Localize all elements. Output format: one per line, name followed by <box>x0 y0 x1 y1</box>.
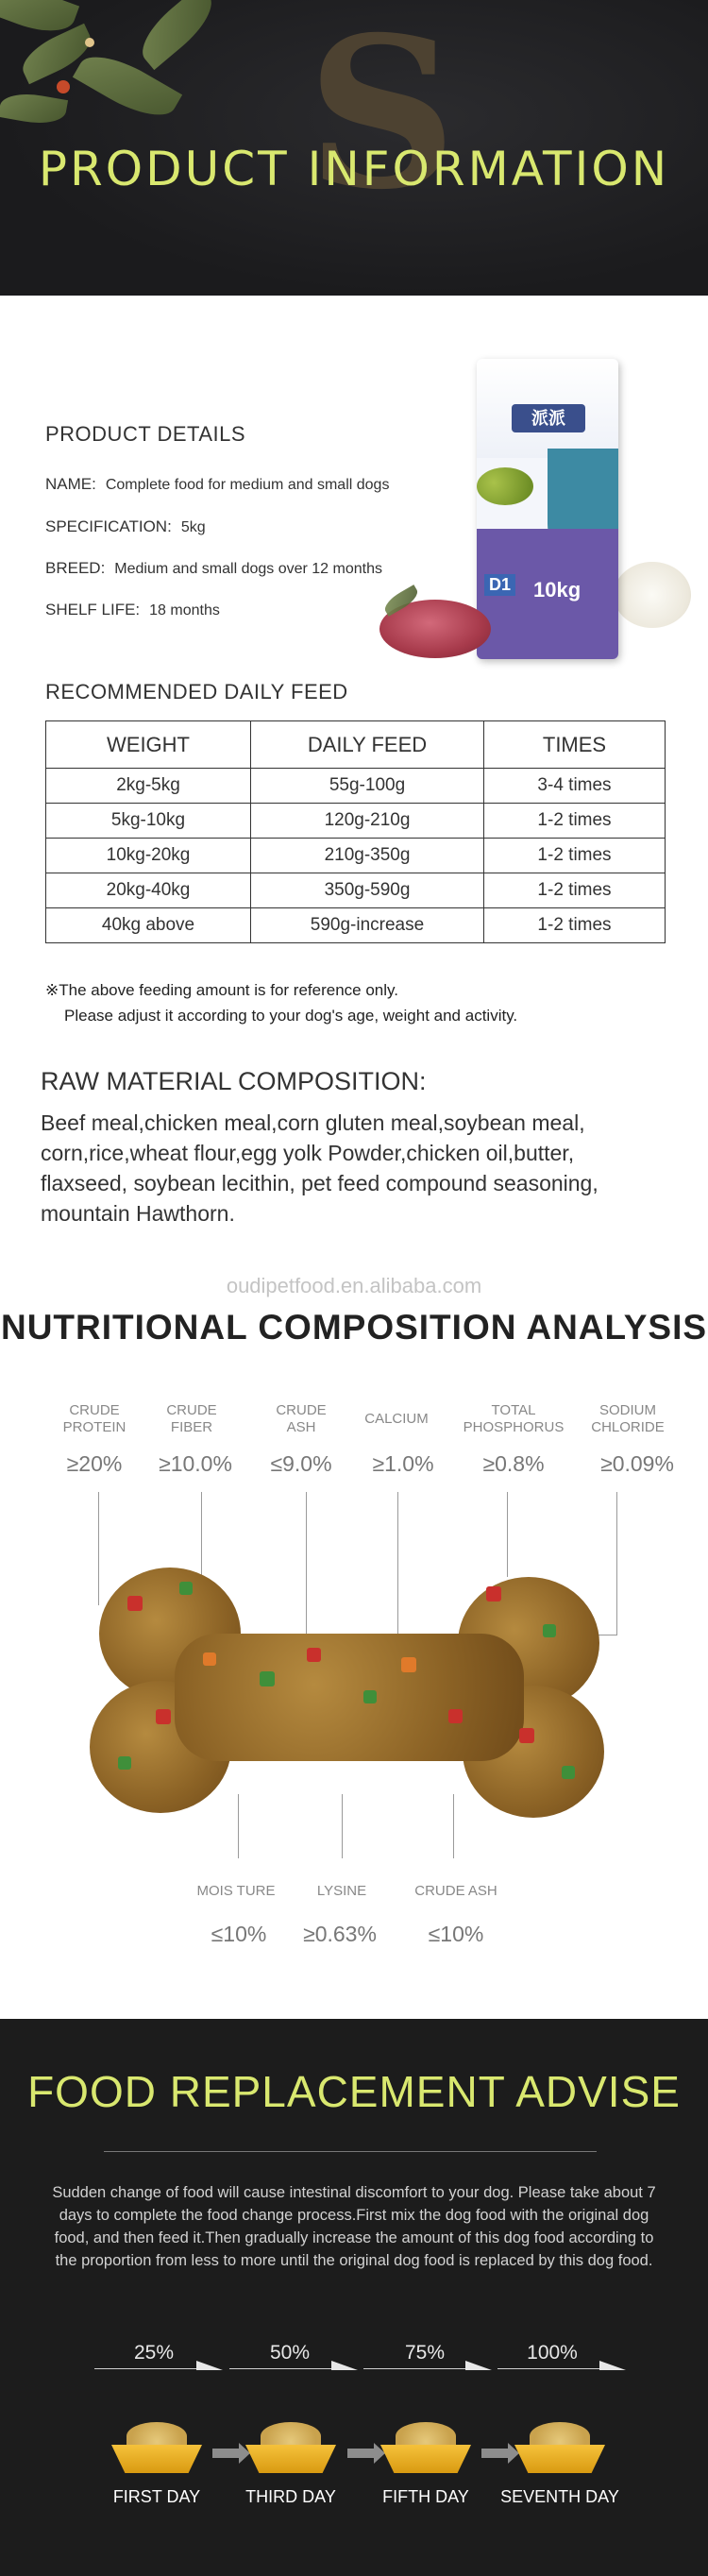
column-header: WEIGHT <box>46 721 251 769</box>
table-cell: 590g-increase <box>251 908 484 943</box>
progress-line <box>497 2368 609 2369</box>
nutrient-value: ≥0.63% <box>303 1922 377 1946</box>
daily-feed-heading: RECOMMENDED DAILY FEED <box>45 680 348 703</box>
nutrient-label: CALCIUM <box>364 1411 429 1427</box>
package-badge: D1 <box>484 574 515 596</box>
nutrient-label: CRUDE PROTEIN <box>62 1402 126 1435</box>
food-replacement-text: Sudden change of food will cause intestinal discomfort to your dog. Please take about 7 days to complete the food change process.First mix the dog food with the original dog food, and then feed it.Then gradually increase the amount of this dog food according to the proportion from less to more until the original dog food is replaced by this dog food. <box>52 2184 656 2269</box>
soybean-image <box>477 467 533 505</box>
table-cell: 2kg-5kg <box>46 769 251 804</box>
arrow-icon <box>196 2361 223 2370</box>
table-cell: 350g-590g <box>251 873 484 908</box>
table-cell: 55g-100g <box>251 769 484 804</box>
table-header-row <box>46 721 666 769</box>
nutrient-value: ≤10% <box>428 1922 484 1946</box>
feeding-note <box>45 977 517 1028</box>
table-cell: 210g-350g <box>251 839 484 873</box>
feeding-note-line: Please adjust it according to your dog's age, weight and activity. <box>64 1007 518 1025</box>
leader-line <box>342 1794 343 1858</box>
table-row <box>46 804 666 839</box>
nutrient-value: ≤10% <box>211 1922 267 1946</box>
spice-image <box>85 38 94 47</box>
table-cell: 1-2 times <box>484 839 666 873</box>
detail-key: BREED: <box>45 559 106 577</box>
step-day: FIRST DAY <box>112 2487 201 2506</box>
food-bowl-icon <box>245 2422 336 2477</box>
table-cell: 40kg above <box>46 908 251 943</box>
package-logo: 派派 <box>512 404 585 432</box>
spice-image <box>57 80 70 93</box>
table-cell: 1-2 times <box>484 873 666 908</box>
table-cell: 5kg-10kg <box>46 804 251 839</box>
detail-value: Medium and small dogs over 12 months <box>114 561 382 577</box>
nutrient-value: ≥0.09% <box>600 1451 674 1476</box>
nutrition-heading: NUTRITIONAL COMPOSITION ANALYSIS <box>0 1308 708 1347</box>
progress-line <box>229 2368 341 2369</box>
nutrient-label: MOIS TURE <box>196 1883 276 1899</box>
raw-material-heading: RAW MATERIAL COMPOSITION: <box>41 1067 427 1095</box>
leader-line <box>238 1794 239 1858</box>
divider <box>104 2151 597 2152</box>
leader-line <box>453 1794 454 1858</box>
step-day: THIRD DAY <box>245 2487 336 2506</box>
detail-row-breed <box>45 559 382 578</box>
table-cell: 1-2 times <box>484 804 666 839</box>
nutrient-label: TOTAL PHOSPHORUS <box>463 1402 565 1435</box>
banner-big-letter: S <box>307 0 457 235</box>
column-header: TIMES <box>484 721 666 769</box>
detail-key: SHELF LIFE: <box>45 601 141 619</box>
nutrient-value: ≤9.0% <box>270 1451 332 1476</box>
banner-title: PRODUCT INFORMATION <box>38 142 670 196</box>
detail-value: Complete food for medium and small dogs <box>105 477 390 493</box>
detail-row-name <box>45 475 389 494</box>
progress-line <box>94 2368 206 2369</box>
product-package-image <box>477 359 618 659</box>
table-row <box>46 908 666 943</box>
feeding-note-line: ※The above feeding amount is for reference only. <box>45 981 398 999</box>
detail-key: SPECIFICATION: <box>45 517 172 535</box>
detail-value: 18 months <box>149 602 220 619</box>
column-header: DAILY FEED <box>251 721 484 769</box>
arrow-right-icon <box>212 2449 241 2458</box>
arrow-icon <box>465 2361 492 2370</box>
table-cell: 10kg-20kg <box>46 839 251 873</box>
kibble-bone-image <box>90 1568 609 1832</box>
progress-line <box>363 2368 475 2369</box>
detail-value: 5kg <box>180 519 206 535</box>
nutrient-value: ≥0.8% <box>482 1451 545 1476</box>
arrow-right-icon <box>481 2449 510 2458</box>
nutrient-label: CRUDE FIBER <box>166 1402 217 1435</box>
nutrient-label: LYSINE <box>316 1883 367 1899</box>
step-percent: 100% <box>527 2342 578 2364</box>
detail-key: NAME: <box>45 475 96 493</box>
detail-row-specification <box>45 517 206 536</box>
food-bowl-icon <box>111 2422 202 2477</box>
rice-image <box>614 562 691 628</box>
arrow-right-icon <box>347 2449 376 2458</box>
table-row <box>46 769 666 804</box>
arrow-icon <box>599 2361 626 2370</box>
step-day: SEVENTH DAY <box>500 2487 619 2506</box>
step-percent: 50% <box>269 2342 311 2364</box>
table-cell: 3-4 times <box>484 769 666 804</box>
daily-feed-table <box>45 720 666 943</box>
step-percent: 75% <box>404 2342 446 2364</box>
table-cell: 120g-210g <box>251 804 484 839</box>
leader-line <box>616 1492 617 1635</box>
food-bowl-icon <box>514 2422 605 2477</box>
table-row <box>46 839 666 873</box>
nutrient-value: ≥20% <box>66 1451 123 1476</box>
food-bowl-icon <box>380 2422 471 2477</box>
website-watermark: oudipetfood.en.alibaba.com <box>226 1274 482 1297</box>
table-cell: 20kg-40kg <box>46 873 251 908</box>
leader-line <box>507 1492 508 1577</box>
nutrient-label: CRUDE ASH <box>276 1402 327 1435</box>
header-banner <box>0 0 708 296</box>
table-cell: 1-2 times <box>484 908 666 943</box>
nutrient-value: ≥1.0% <box>372 1451 434 1476</box>
package-weight: 10kg <box>533 578 582 602</box>
nutrient-label: CRUDE ASH <box>414 1883 497 1899</box>
table-row <box>46 873 666 908</box>
arrow-icon <box>331 2361 358 2370</box>
step-percent: 25% <box>133 2342 175 2364</box>
product-details-heading: PRODUCT DETAILS <box>45 422 246 446</box>
step-day: FIFTH DAY <box>382 2487 469 2506</box>
raw-material-text: Beef meal,chicken meal,corn gluten meal,soybean meal, corn,rice,wheat flour,egg yolk Powder,chicken oil,butter, flaxseed, soybean lecithin, pet feed compound seasoning, mountain Hawthorn. <box>41 1110 598 1226</box>
detail-row-shelf-life <box>45 601 220 619</box>
nutrient-label: SODIUM CHLORIDE <box>591 1402 665 1435</box>
nutrient-value: ≥10.0% <box>159 1451 232 1476</box>
food-replacement-title: FOOD REPLACEMENT ADVISE <box>27 2067 681 2116</box>
